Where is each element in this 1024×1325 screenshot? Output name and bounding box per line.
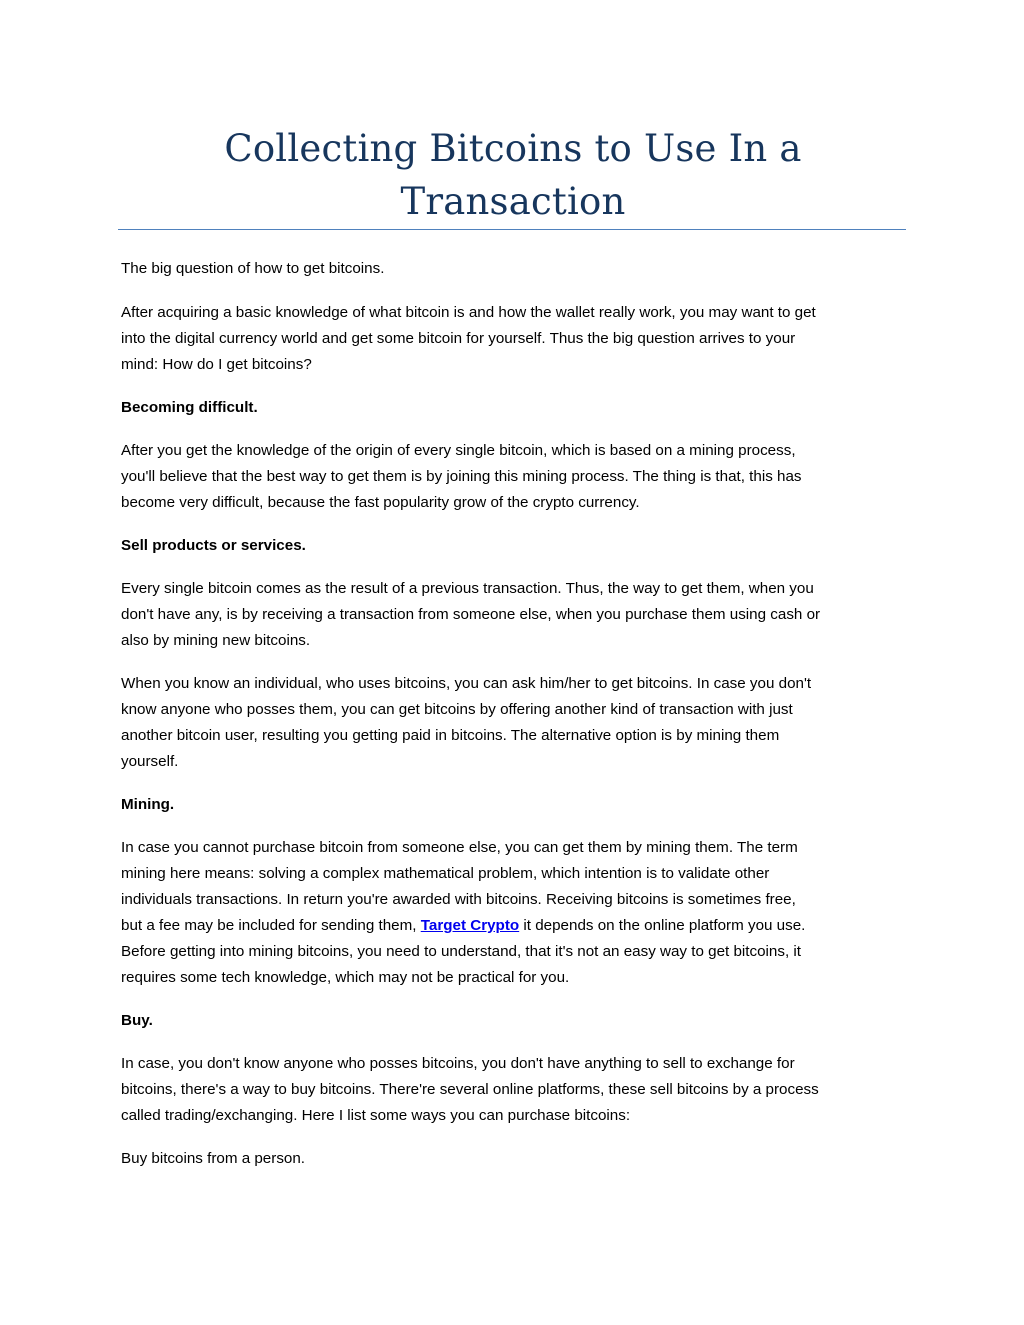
heading-mining: Mining.: [121, 796, 175, 813]
difficulty-paragraph: After you get the knowledge of the origin of every single bitcoin, which is based on a mining process, you'll believe that the best way to get them is by joining this mining process. The thing is that, this has become very difficult, because the fast popularity grow of the crypto currency.: [121, 442, 802, 511]
heading-buy: Buy.: [121, 1012, 153, 1029]
buy-paragraph: In case, you don't know anyone who posses bitcoins, you don't have anything to sell to exchange for bitcoins, there's a way to buy bitcoins. There're several online platforms, these sell bitcoins by a process called trading/exchanging. Here I list some ways you can purchase bitcoins:: [121, 1055, 819, 1124]
knowledge-paragraph: After acquiring a basic knowledge of what bitcoin is and how the wallet really work, you may want to get into the digital currency world and get some bitcoin for yourself. Thus the big question arrives to your mind: How do I get bitcoins?: [121, 304, 816, 373]
mining-paragraph: [121, 835, 911, 991]
heading-sell-products: Sell products or services.: [121, 537, 306, 554]
intro-paragraph: The big question of how to get bitcoins.: [121, 260, 385, 277]
heading-becoming-difficult: Becoming difficult.: [121, 399, 258, 416]
individual-paragraph: When you know an individual, who uses bitcoins, you can ask him/her to get bitcoins. In case you don't know anyone who posses them, you can get bitcoins by offering another kind of transaction with just another bitcoin user, resulting you getting paid in bitcoins. The alternative option is by mining them yourself.: [121, 675, 812, 770]
transaction-paragraph: Every single bitcoin comes as the result of a previous transaction. Thus, the way to get them, when you don't have any, is by receiving a transaction from someone else, when you purchase them using cash or also by mining new bitcoins.: [121, 580, 821, 649]
target-crypto-link[interactable]: Target Crypto: [420, 917, 520, 934]
document-body: [121, 256, 911, 1172]
document-title: Collecting Bitcoins to Use In a Transaction: [224, 127, 802, 223]
mining-text-before: In case you cannot purchase bitcoin from someone else, you can get them by mining them. The term mining here means: solving a complex mathematical problem, which intention is to validate other individuals transactions. In return you're awarded with bitcoins. Receiving bitcoins is sometimes free, but a fee may be included for sending them,: [121, 839, 798, 934]
mining-text-after: it depends on the online platform you use. Before getting into mining bitcoins, you need to understand, that it's not an easy way to get bitcoins, it requires some tech knowledge, which may not be practical for you.: [121, 917, 806, 986]
buy-from-person-paragraph: Buy bitcoins from a person.: [121, 1150, 306, 1167]
title-divider: [118, 229, 906, 230]
